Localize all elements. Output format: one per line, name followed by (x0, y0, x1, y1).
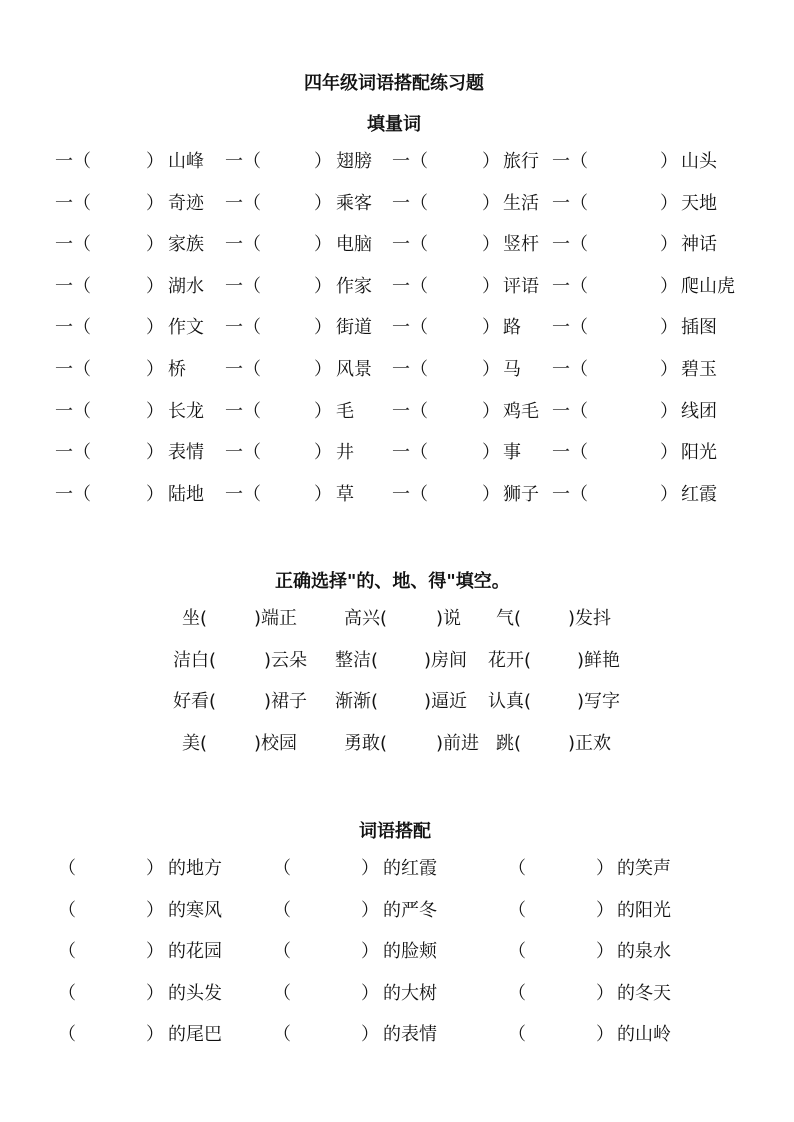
measure-target-word: 路 (503, 317, 521, 339)
phrase-left: 洁白( (173, 649, 217, 671)
blank-open: （ (58, 1024, 76, 1045)
measure-target-word: 生活 (503, 192, 539, 214)
measure-target-word: 事 (503, 442, 521, 464)
blank-prefix: 一（ (225, 442, 261, 464)
match-target-word: 的山岭 (617, 1024, 671, 1045)
measure-target-word: 评语 (503, 275, 539, 297)
blank-prefix: 一（ (225, 275, 261, 297)
blank-close: ） (361, 899, 379, 921)
blank-close: ） (146, 275, 164, 297)
blank-close: ） (314, 400, 332, 422)
blank-close: ） (146, 400, 164, 422)
match-target-word: 的头发 (168, 982, 222, 1004)
blank-prefix: 一（ (552, 151, 588, 172)
match-target-word: 的大树 (383, 982, 437, 1004)
phrase-left: 渐渐( (335, 691, 379, 712)
match-target-word: 的冬天 (617, 982, 671, 1004)
measure-target-word: 天地 (681, 192, 717, 214)
blank-prefix: 一（ (392, 192, 428, 214)
blank-open: （ (273, 858, 291, 879)
measure-target-word: 翅膀 (336, 151, 372, 172)
phrase-right: )鲜艳 (577, 649, 621, 671)
measure-target-word: 草 (336, 483, 354, 505)
blank-prefix: 一（ (225, 151, 261, 172)
phrase-left: 跳( (496, 732, 522, 754)
measure-target-word: 长龙 (168, 400, 204, 422)
measure-target-word: 家族 (168, 234, 204, 256)
blank-close: ） (596, 858, 614, 879)
blank-close: ） (314, 192, 332, 214)
blank-close: ） (146, 442, 164, 464)
blank-close: ） (596, 899, 614, 921)
measure-target-word: 碧玉 (681, 359, 717, 380)
blank-prefix: 一（ (392, 400, 428, 422)
blank-prefix: 一（ (225, 400, 261, 422)
phrase-right: )前进 (436, 732, 480, 754)
blank-close: ） (660, 151, 678, 172)
blank-prefix: 一（ (552, 317, 588, 339)
match-target-word: 的红霞 (383, 858, 437, 879)
blank-close: ） (314, 317, 332, 339)
measure-target-word: 毛 (336, 400, 354, 422)
blank-open: （ (58, 982, 76, 1004)
phrase-left: 高兴( (344, 608, 388, 629)
blank-close: ） (314, 234, 332, 256)
phrase-right: )发抖 (568, 608, 612, 629)
measure-target-word: 马 (503, 359, 521, 380)
blank-close: ） (146, 234, 164, 256)
blank-prefix: 一（ (225, 483, 261, 505)
blank-close: ） (146, 899, 164, 921)
blank-close: ） (482, 483, 500, 505)
blank-prefix: 一（ (55, 400, 91, 422)
phrase-right: )房间 (424, 649, 468, 671)
blank-close: ） (146, 359, 164, 380)
blank-close: ） (596, 982, 614, 1004)
blank-close: ） (314, 275, 332, 297)
measure-target-word: 山峰 (168, 151, 204, 172)
blank-close: ） (482, 442, 500, 464)
measure-target-word: 鸡毛 (503, 400, 539, 422)
measure-target-word: 山头 (681, 151, 717, 172)
phrase-left: 整洁( (335, 649, 379, 671)
blank-open: （ (508, 1024, 526, 1045)
blank-prefix: 一（ (55, 151, 91, 172)
blank-close: ） (482, 359, 500, 380)
measure-target-word: 陆地 (168, 483, 204, 505)
blank-prefix: 一（ (55, 483, 91, 505)
measure-target-word: 线团 (681, 400, 717, 422)
blank-close: ） (660, 275, 678, 297)
measure-target-word: 阳光 (681, 442, 717, 464)
measure-target-word: 红霞 (681, 483, 717, 505)
blank-prefix: 一（ (552, 442, 588, 464)
blank-close: ） (146, 483, 164, 505)
blank-prefix: 一（ (552, 359, 588, 380)
blank-prefix: 一（ (225, 234, 261, 256)
blank-close: ） (660, 317, 678, 339)
phrase-left: 勇敢( (344, 732, 388, 754)
measure-target-word: 表情 (168, 442, 204, 464)
blank-close: ） (596, 941, 614, 962)
phrase-right: )说 (436, 608, 462, 629)
match-target-word: 的脸颊 (383, 941, 437, 962)
phrase-right: )裙子 (264, 691, 308, 712)
blank-prefix: 一（ (552, 275, 588, 297)
blank-prefix: 一（ (552, 483, 588, 505)
measure-target-word: 竖杆 (503, 234, 539, 256)
blank-prefix: 一（ (55, 192, 91, 214)
blank-open: （ (273, 982, 291, 1004)
phrase-left: 美( (182, 732, 208, 754)
blank-prefix: 一（ (392, 359, 428, 380)
blank-close: ） (660, 234, 678, 256)
blank-close: ） (361, 982, 379, 1004)
phrase-right: )云朵 (264, 649, 308, 671)
blank-open: （ (508, 858, 526, 879)
blank-prefix: 一（ (392, 483, 428, 505)
blank-close: ） (146, 941, 164, 962)
blank-prefix: 一（ (392, 317, 428, 339)
blank-close: ） (146, 151, 164, 172)
match-target-word: 的寒风 (168, 899, 222, 921)
blank-open: （ (508, 899, 526, 921)
blank-open: （ (273, 899, 291, 921)
blank-open: （ (58, 858, 76, 879)
measure-target-word: 狮子 (503, 483, 539, 505)
blank-prefix: 一（ (552, 192, 588, 214)
blank-prefix: 一（ (392, 275, 428, 297)
page-title: 四年级词语搭配练习题 (304, 73, 484, 94)
blank-open: （ (508, 982, 526, 1004)
blank-prefix: 一（ (55, 234, 91, 256)
blank-prefix: 一（ (225, 317, 261, 339)
blank-close: ） (482, 317, 500, 339)
measure-target-word: 爬山虎 (681, 275, 735, 297)
phrase-left: 花开( (488, 649, 532, 671)
blank-prefix: 一（ (392, 234, 428, 256)
blank-close: ） (660, 359, 678, 380)
blank-prefix: 一（ (552, 400, 588, 422)
measure-target-word: 湖水 (168, 275, 204, 297)
blank-close: ） (314, 151, 332, 172)
blank-prefix: 一（ (55, 275, 91, 297)
blank-open: （ (508, 941, 526, 962)
blank-prefix: 一（ (225, 359, 261, 380)
blank-close: ） (361, 858, 379, 879)
blank-close: ） (482, 400, 500, 422)
phrase-left: 认真( (488, 691, 532, 712)
measure-target-word: 插图 (681, 317, 717, 339)
blank-close: ） (361, 1024, 379, 1045)
blank-close: ） (146, 317, 164, 339)
section2-heading: 正确选择"的、地、得"填空。 (275, 571, 510, 592)
match-target-word: 的尾巴 (168, 1024, 222, 1045)
blank-prefix: 一（ (55, 442, 91, 464)
blank-close: ） (482, 151, 500, 172)
blank-close: ） (660, 442, 678, 464)
blank-close: ） (314, 442, 332, 464)
blank-close: ） (361, 941, 379, 962)
measure-target-word: 奇迹 (168, 192, 204, 214)
blank-open: （ (273, 941, 291, 962)
section3-heading: 词语搭配 (359, 821, 431, 842)
blank-prefix: 一（ (392, 442, 428, 464)
measure-target-word: 电脑 (336, 234, 372, 256)
section1-heading: 填量词 (367, 114, 421, 135)
phrase-left: 好看( (173, 691, 217, 712)
phrase-right: )校园 (254, 732, 298, 754)
phrase-right: )正欢 (568, 732, 612, 754)
match-target-word: 的表情 (383, 1024, 437, 1045)
blank-open: （ (58, 941, 76, 962)
blank-close: ） (314, 359, 332, 380)
blank-close: ） (314, 483, 332, 505)
match-target-word: 的泉水 (617, 941, 671, 962)
match-target-word: 的严冬 (383, 899, 437, 921)
blank-prefix: 一（ (552, 234, 588, 256)
measure-target-word: 旅行 (503, 151, 539, 172)
match-target-word: 的笑声 (617, 858, 671, 879)
measure-target-word: 街道 (336, 317, 372, 339)
phrase-left: 气( (496, 608, 522, 629)
measure-target-word: 作文 (168, 317, 204, 339)
measure-target-word: 井 (336, 442, 354, 464)
blank-close: ） (482, 192, 500, 214)
blank-close: ） (146, 192, 164, 214)
blank-close: ） (482, 275, 500, 297)
match-target-word: 的地方 (168, 858, 222, 879)
match-target-word: 的阳光 (617, 899, 671, 921)
match-target-word: 的花园 (168, 941, 222, 962)
blank-prefix: 一（ (225, 192, 261, 214)
measure-target-word: 神话 (681, 234, 717, 256)
phrase-right: )端正 (254, 608, 298, 629)
blank-open: （ (273, 1024, 291, 1045)
measure-target-word: 乘客 (336, 192, 372, 214)
blank-close: ） (660, 192, 678, 214)
measure-target-word: 作家 (336, 275, 372, 297)
blank-close: ） (596, 1024, 614, 1045)
blank-prefix: 一（ (392, 151, 428, 172)
measure-target-word: 桥 (168, 359, 186, 380)
phrase-left: 坐( (182, 608, 208, 629)
phrase-right: )逼近 (424, 691, 468, 712)
blank-close: ） (146, 982, 164, 1004)
blank-prefix: 一（ (55, 317, 91, 339)
blank-close: ） (146, 1024, 164, 1045)
blank-close: ） (660, 400, 678, 422)
measure-target-word: 风景 (336, 359, 372, 380)
blank-close: ） (660, 483, 678, 505)
blank-prefix: 一（ (55, 359, 91, 380)
blank-close: ） (482, 234, 500, 256)
blank-open: （ (58, 899, 76, 921)
blank-close: ） (146, 858, 164, 879)
phrase-right: )写字 (577, 691, 621, 712)
